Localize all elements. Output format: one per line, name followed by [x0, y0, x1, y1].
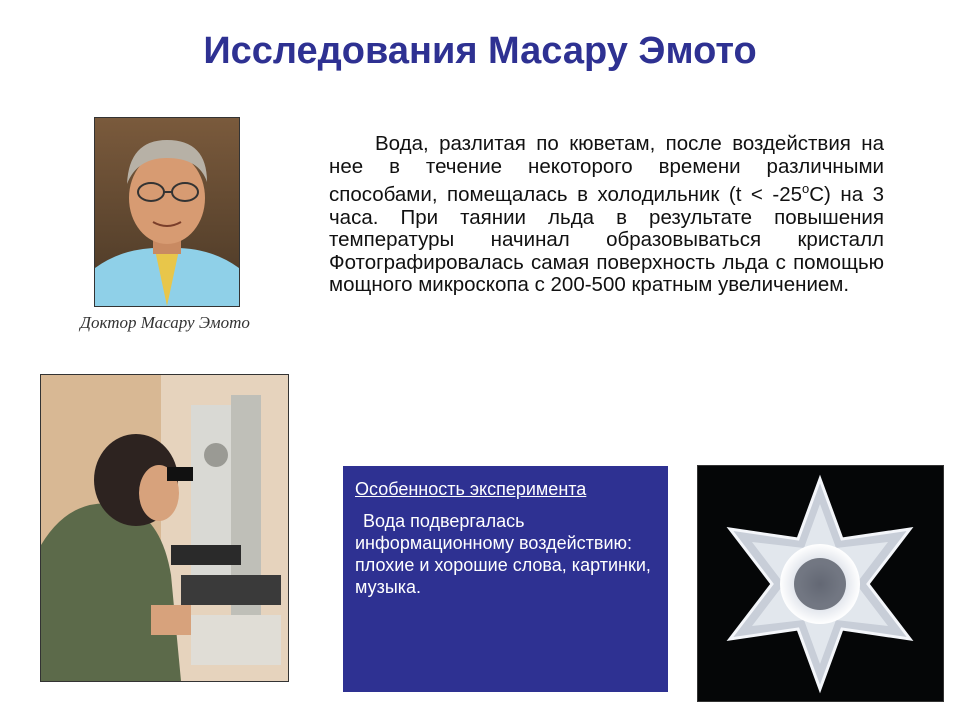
slide-title: Исследования Масару Эмото [203, 30, 757, 72]
feature-text-paragraph [355, 510, 656, 598]
body-text-part1: Вода, разлитая по кюветам, после воздействия на нее в течение некоторого времени различными способами, помещалась в холодильник (t < -25 [329, 132, 884, 207]
ice-crystal-photo [697, 465, 944, 702]
experiment-feature-box [343, 466, 668, 692]
microscope-photo [40, 374, 289, 682]
feature-text: Вода подвергалась информационному воздействию: плохие и хорошие слова, картинки, музыка. [355, 511, 651, 597]
body-paragraph [329, 133, 884, 297]
degree-superscript: o [802, 181, 810, 197]
body-text-part2: C) на 3 часа. При таянии льда в результате повышения температуры начинал образовываться кристалл Фотографировалась самая поверхность льда с помощью мощного микроскопа с 200-500 кратным увеличением. [329, 183, 884, 297]
portrait-caption: Доктор Масару Эмото [80, 313, 250, 332]
portrait-photo [94, 117, 240, 307]
feature-heading: Особенность эксперимента [355, 479, 587, 499]
